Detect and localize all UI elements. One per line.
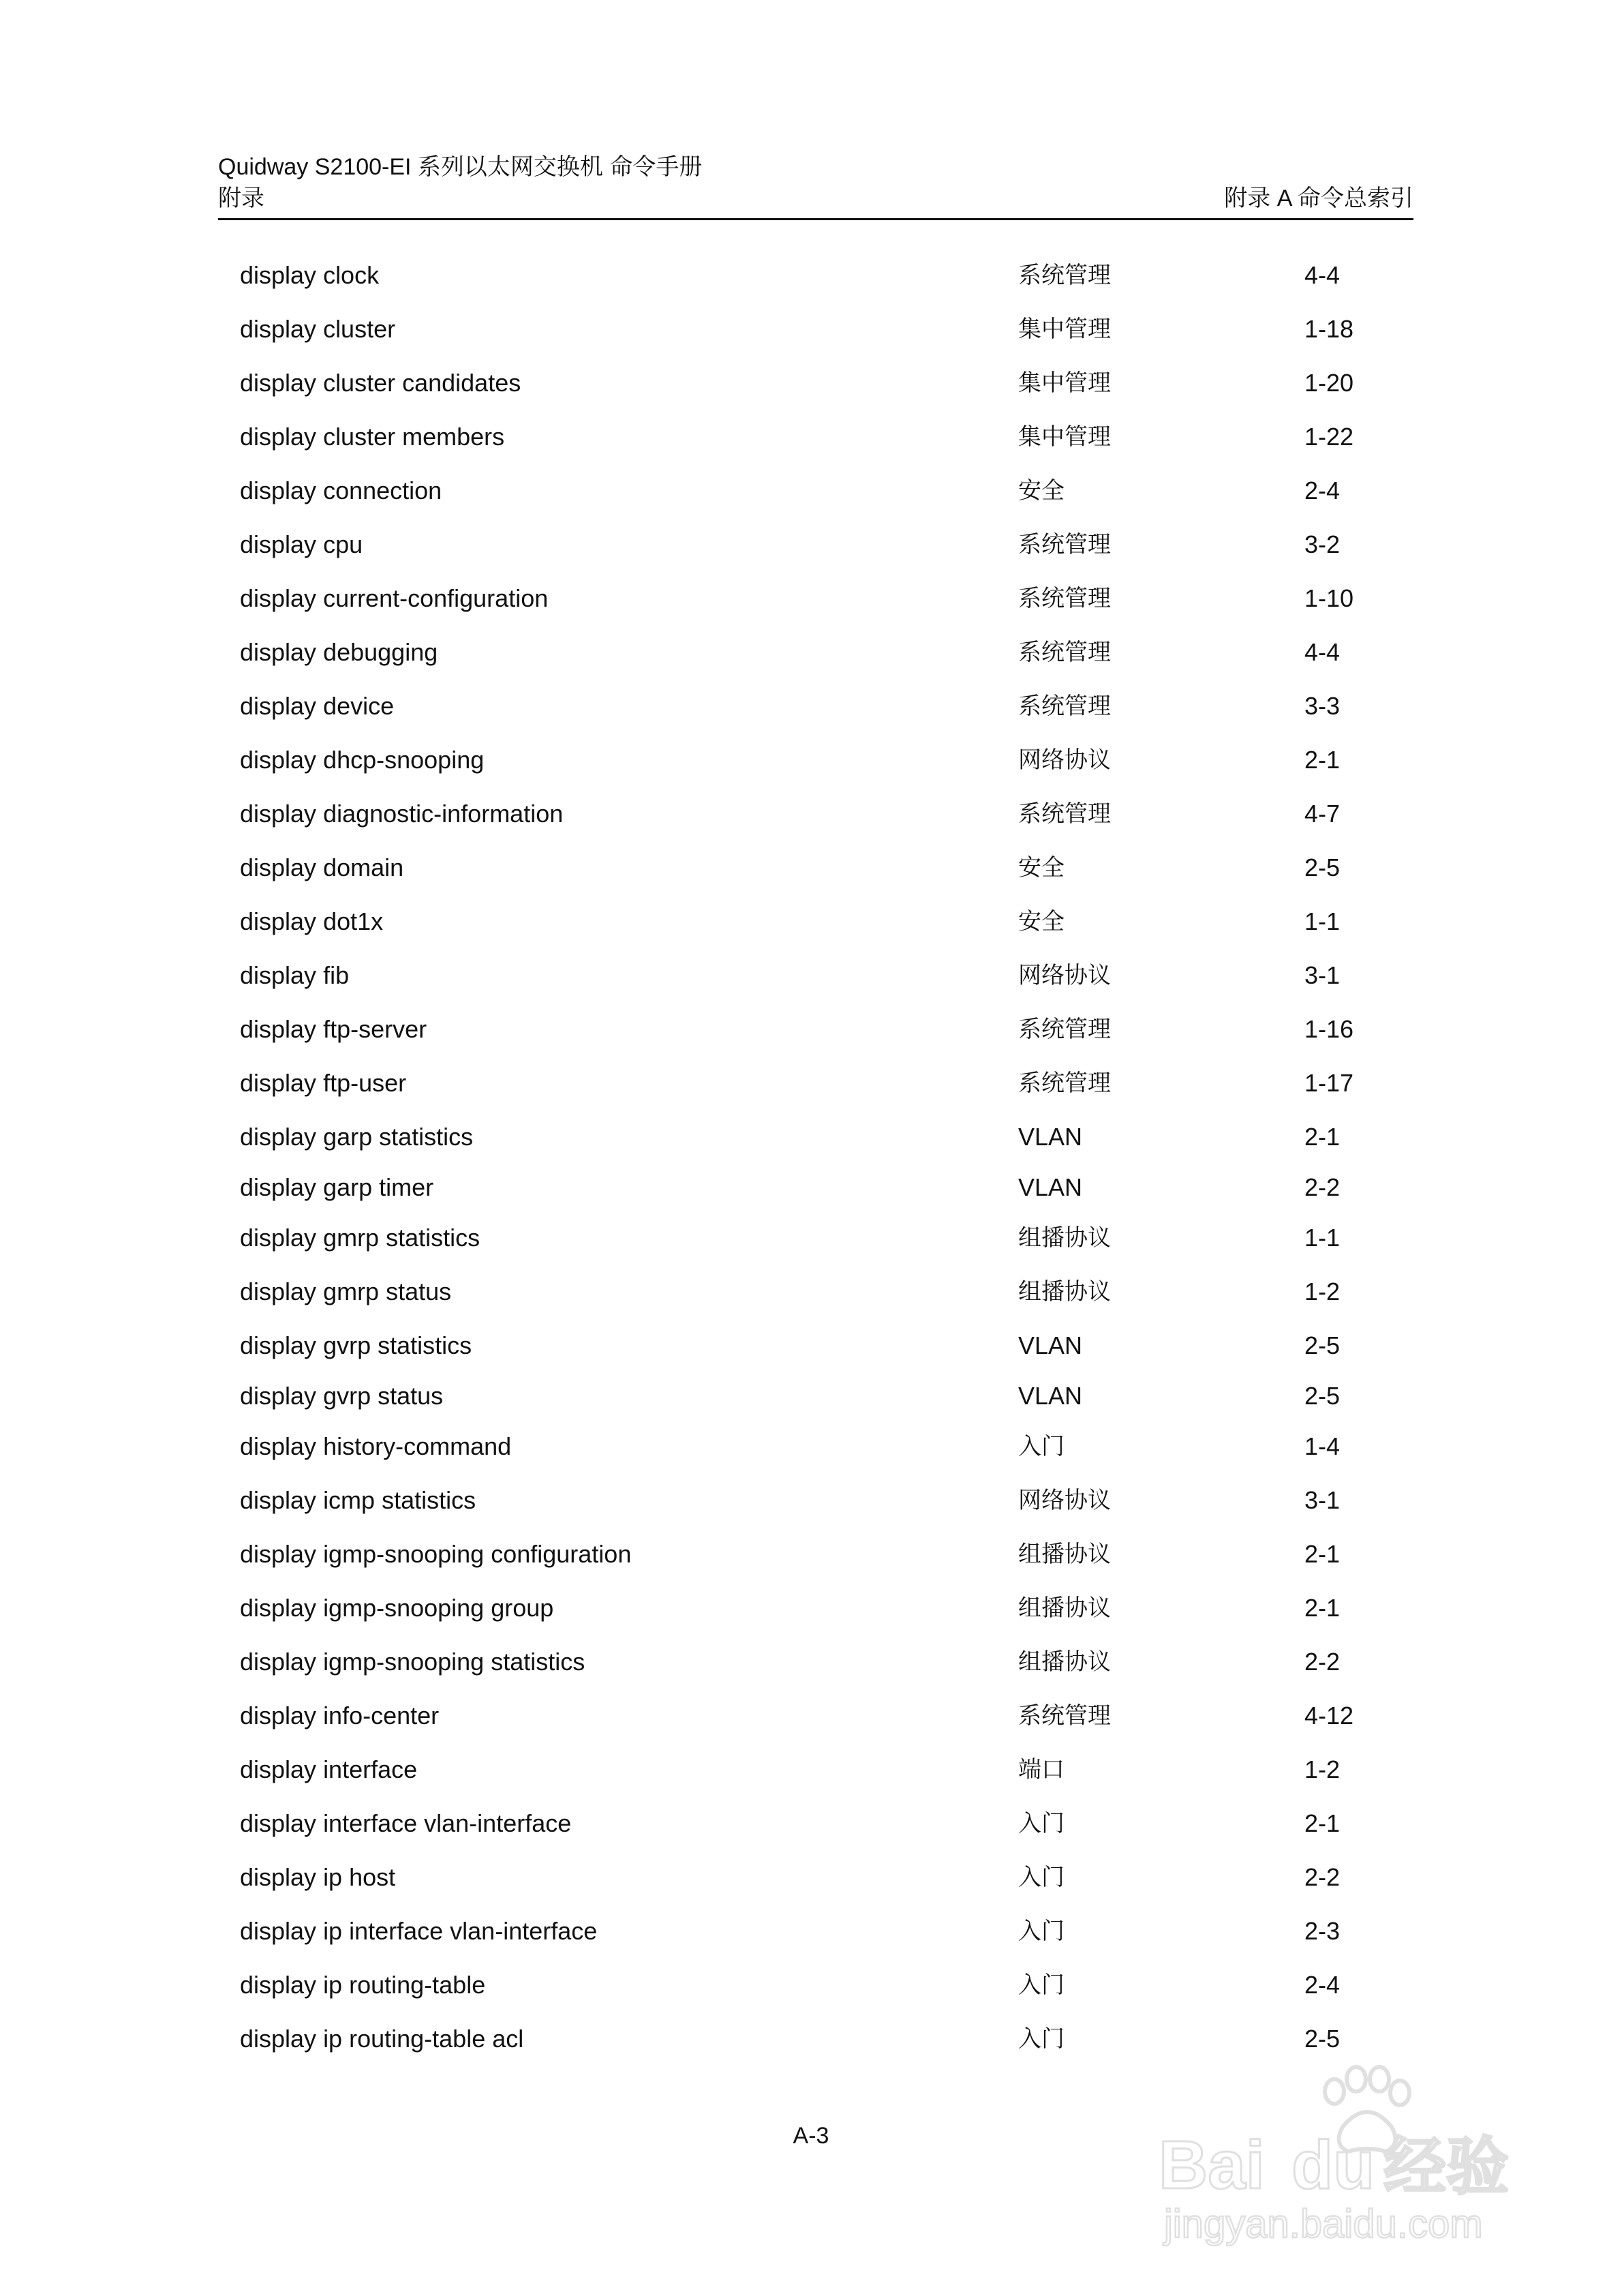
command-category: VLAN [1018,1123,1083,1151]
command-name: display interface [240,1755,418,1783]
command-category: VLAN [1018,1331,1083,1359]
command-category: 系统管理 [1018,531,1111,558]
command-category: 入门 [1018,1918,1065,1945]
index-entry [240,1644,1398,1698]
command-category: 系统管理 [1018,639,1111,666]
command-category: 入门 [1018,1972,1065,1999]
command-category: VLAN [1018,1173,1083,1201]
page-reference: 2-1 [1304,1123,1341,1151]
page-reference: 4-4 [1304,261,1341,289]
index-entry [240,1537,1398,1590]
command-category: 系统管理 [1018,800,1111,828]
baidu-jingyan-watermark [1152,2052,1533,2256]
index-entry [240,1328,1398,1378]
command-name: display cpu [240,530,363,558]
page-reference: 2-2 [1304,1648,1341,1676]
page-reference: 4-7 [1304,800,1341,828]
page-header [218,151,1413,214]
page-reference: 2-2 [1304,1863,1341,1891]
index-entry [240,1119,1398,1170]
index-entry [240,904,1398,958]
index-entry [240,365,1398,419]
command-category: 入门 [1018,1864,1065,1891]
page-reference: 2-4 [1304,477,1341,504]
page-reference: 2-1 [1304,746,1341,774]
page-reference: 2-2 [1304,1173,1341,1201]
command-name: display igmp-snooping statistics [240,1648,585,1676]
command-category: 安全 [1018,908,1065,935]
watermark-url: jingyan.baidu.com [1164,2202,1483,2246]
chapter-label: 附录 A 命令总索引 [1224,185,1413,211]
page-reference: 1-2 [1304,1755,1341,1783]
watermark-brand-du: du [1291,2127,1375,2203]
command-name: display cluster [240,315,396,343]
index-entry [240,1752,1398,1806]
page-reference: 2-1 [1304,1594,1341,1622]
command-category: 组播协议 [1018,1278,1111,1305]
page-reference: 1-20 [1304,369,1354,397]
index-entry [240,1378,1398,1429]
command-name: display garp timer [240,1173,434,1201]
command-category: 安全 [1018,854,1065,881]
command-category: 集中管理 [1018,316,1111,343]
command-category: 系统管理 [1018,262,1111,289]
index-entry [240,258,1398,312]
index-entry [240,850,1398,904]
command-category: 组播协议 [1018,1595,1111,1622]
page-reference: 1-10 [1304,584,1354,612]
command-category: 端口 [1018,1756,1065,1783]
watermark-service: 经验 [1383,2130,1510,2203]
index-entry [240,689,1398,742]
index-entry [240,1806,1398,1860]
index-entry [240,1698,1398,1752]
page-reference: 1-4 [1304,1432,1341,1460]
page-reference: 2-5 [1304,2025,1341,2053]
index-entry [240,527,1398,581]
index-entry [240,1429,1398,1483]
index-entry [240,473,1398,527]
command-category: 网络协议 [1018,746,1111,774]
command-name: display cluster candidates [240,369,521,397]
page-number: A-3 [793,2123,829,2149]
command-name: display interface vlan-interface [240,1809,572,1837]
command-name: display current-configuration [240,584,549,612]
page-reference: 3-3 [1304,692,1341,720]
command-name: display gmrp status [240,1278,452,1305]
page-reference: 2-5 [1304,1331,1341,1359]
command-name: display connection [240,477,442,504]
index-entry [240,1483,1398,1537]
command-name: display garp statistics [240,1123,474,1151]
page-reference: 1-1 [1304,907,1341,935]
index-entry [240,1967,1398,2021]
index-entry [240,635,1398,689]
page-reference: 3-1 [1304,961,1341,989]
command-name: display dhcp-snooping [240,746,485,774]
index-entry [240,742,1398,796]
page-reference: 1-22 [1304,423,1354,451]
command-name: display ip routing-table acl [240,2025,524,2053]
index-entry [240,581,1398,635]
command-name: display clock [240,261,380,289]
header-divider [218,218,1413,220]
index-entry [240,419,1398,473]
command-category: 入门 [1018,1810,1065,1837]
command-category: 入门 [1018,1433,1065,1460]
command-category: 网络协议 [1018,962,1111,989]
command-name: display gmrp statistics [240,1224,480,1252]
page-reference: 2-3 [1304,1917,1341,1945]
command-name: display ip routing-table [240,1971,486,1999]
page-reference: 3-1 [1304,1486,1341,1514]
page-reference: 2-4 [1304,1971,1341,1999]
command-category: 系统管理 [1018,693,1111,720]
command-name: display device [240,692,395,720]
command-name: display info-center [240,1702,440,1729]
command-category: 系统管理 [1018,1702,1111,1729]
header-subrow [218,183,1413,214]
section-label: 附录 [218,185,264,211]
command-name: display cluster members [240,423,505,451]
index-entry [240,1170,1398,1220]
command-name: display ip host [240,1863,396,1891]
command-name: display history-command [240,1432,512,1460]
command-name: display ftp-server [240,1015,427,1043]
command-name: display igmp-snooping group [240,1594,554,1622]
index-entry [240,1860,1398,1914]
command-category: 安全 [1018,477,1065,504]
command-category: 集中管理 [1018,369,1111,397]
page-reference: 2-5 [1304,1382,1341,1410]
page-reference: 1-2 [1304,1278,1341,1305]
command-name: display igmp-snooping configuration [240,1540,632,1568]
index-entry [240,1914,1398,1967]
command-name: display diagnostic-information [240,800,564,828]
command-index-table [240,258,1398,2075]
command-name: display ftp-user [240,1069,407,1097]
page-reference: 2-1 [1304,1540,1341,1568]
command-name: display gvrp statistics [240,1331,472,1359]
index-entry [240,796,1398,850]
command-category: 网络协议 [1018,1487,1111,1514]
page-reference: 2-1 [1304,1809,1341,1837]
index-entry [240,1012,1398,1066]
command-category: 集中管理 [1018,423,1111,451]
command-name: display icmp statistics [240,1486,476,1514]
page-reference: 2-5 [1304,854,1341,881]
command-name: display debugging [240,638,438,666]
index-entry [240,1220,1398,1274]
command-category: 系统管理 [1018,1070,1111,1097]
command-name: display ip interface vlan-interface [240,1917,598,1945]
command-category: 组播协议 [1018,1224,1111,1252]
command-name: display fib [240,961,350,989]
command-category: 组播协议 [1018,1648,1111,1676]
index-entry [240,958,1398,1012]
command-category: VLAN [1018,1382,1083,1410]
command-category: 组播协议 [1018,1541,1111,1568]
page-reference: 1-17 [1304,1069,1354,1097]
page-reference: 1-18 [1304,315,1354,343]
watermark-brand: Bai [1159,2127,1265,2203]
index-entry [240,1590,1398,1644]
index-entry [240,1274,1398,1328]
page-reference: 1-16 [1304,1015,1354,1043]
manual-title: Quidway S2100-EI 系列以太网交换机 命令手册 [218,154,703,180]
command-name: display domain [240,854,404,881]
command-category: 系统管理 [1018,1016,1111,1043]
page-reference: 4-12 [1304,1702,1354,1729]
index-entry [240,1066,1398,1119]
command-name: display gvrp status [240,1382,444,1410]
command-category: 入门 [1018,2025,1065,2053]
page-reference: 1-1 [1304,1224,1341,1252]
command-name: display dot1x [240,907,384,935]
page-reference: 3-2 [1304,530,1341,558]
page-reference: 4-4 [1304,638,1341,666]
command-category: 系统管理 [1018,585,1111,612]
index-entry [240,312,1398,365]
